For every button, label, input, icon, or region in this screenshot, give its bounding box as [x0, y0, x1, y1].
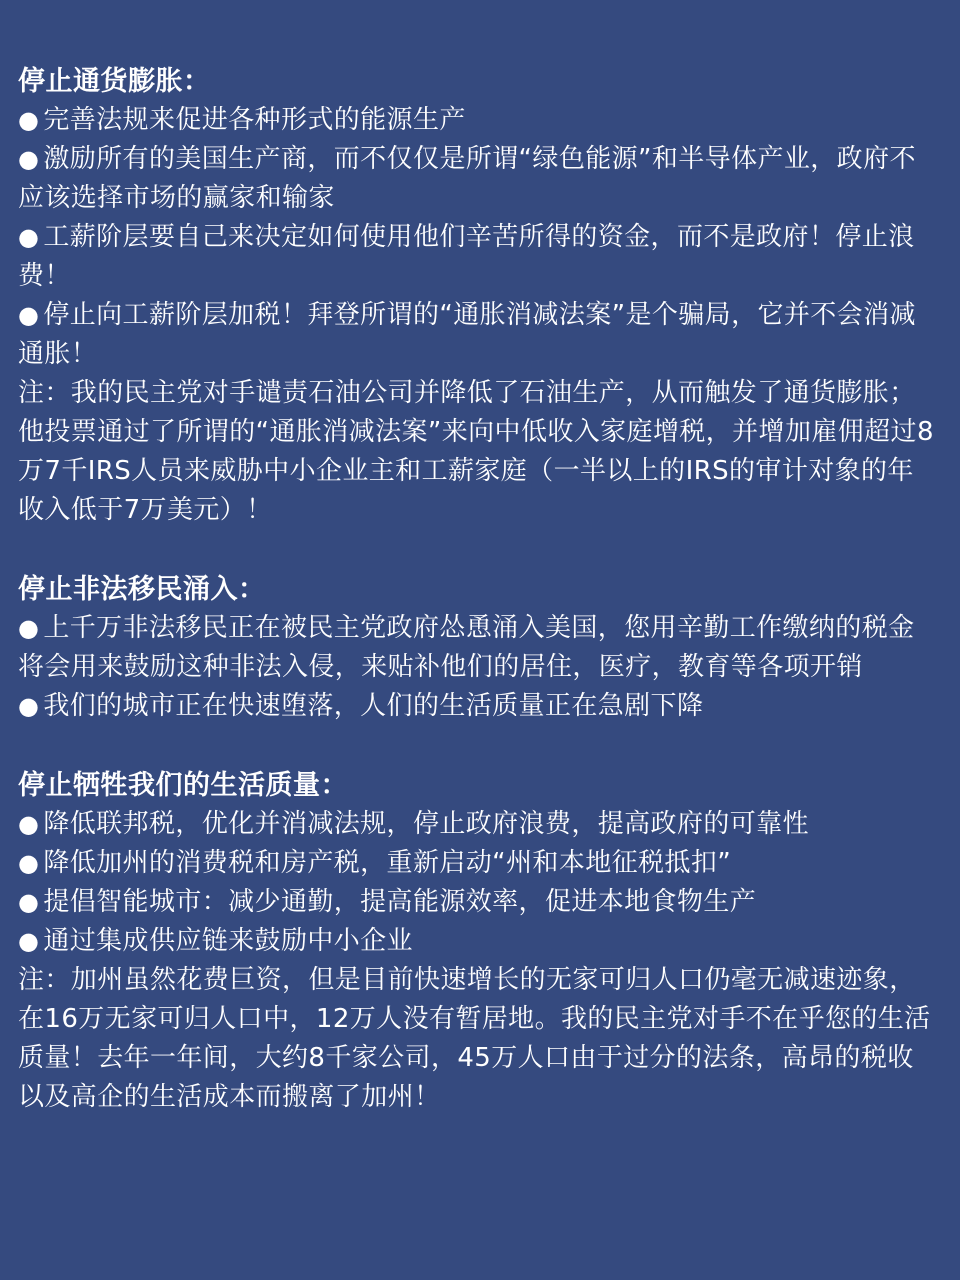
bullet-item [18, 922, 940, 961]
section-heading: 停止通货膨胀： [18, 66, 211, 97]
bullet-item [18, 218, 940, 296]
bullet-text: 上千万非法移民正在被民主党政府怂恿涌入美国，您用辛勤工作缴纳的税金将会用来鼓励这种非法入侵，来贴补他们的居住，医疗，教育等各项开销 [18, 613, 915, 682]
bullet-dot-icon: ● [18, 888, 40, 916]
bullet-item [18, 609, 940, 687]
section-quality-of-life [18, 766, 940, 1117]
bullet-text: 提倡智能城市：减少通勤，提高能源效率，促进本地食物生产 [43, 887, 757, 917]
bullet-dot-icon: ● [18, 223, 40, 251]
bullet-text: 降低加州的消费税和房产税，重新启动“州和本地征税抵扣” [43, 848, 732, 878]
bullet-dot-icon: ● [18, 927, 40, 955]
section-inflation [18, 62, 940, 530]
bullet-item [18, 296, 940, 374]
bullet-text: 工薪阶层要自己来决定如何使用他们辛苦所得的资金，而不是政府！停止浪费！ [18, 222, 915, 291]
bullet-dot-icon: ● [18, 301, 40, 329]
bullet-dot-icon: ● [18, 810, 40, 838]
bullet-item [18, 844, 940, 883]
bullet-text: 停止向工薪阶层加税！拜登所谓的“通胀消减法案”是个骗局，它并不会消减通胀！ [18, 300, 916, 369]
bullet-item [18, 101, 940, 140]
note-paragraph: 注：加州虽然花费巨资，但是目前快速增长的无家可归人口仍毫无减速迹象，在16万无家可归人口中，12万人没有暂居地。我的民主党对手不在乎您的生活质量！去年一年间，大约8千家公司，45万人口由于过分的法条，高昂的税收以及高企的生活成本而搬离了加州！ [18, 965, 931, 1112]
section-heading: 停止非法移民涌入： [18, 574, 266, 605]
bullet-item [18, 805, 940, 844]
note-paragraph: 注：我的民主党对手谴责石油公司并降低了石油生产，从而触发了通货膨胀；他投票通过了所谓的“通胀消减法案”来向中低收入家庭增税，并增加雇佣超过8万7千IRS人员来威胁中小企业主和工薪家庭（一半以上的IRS的审计对象的年收入低于7万美元）！ [18, 378, 934, 525]
section-immigration [18, 570, 940, 726]
bullet-dot-icon: ● [18, 145, 40, 173]
bullet-dot-icon: ● [18, 106, 40, 134]
section-heading: 停止牺牲我们的生活质量： [18, 770, 348, 801]
bullet-item [18, 687, 940, 726]
bullet-text: 降低联邦税，优化并消减法规，停止政府浪费，提高政府的可靠性 [43, 809, 809, 839]
bullet-text: 完善法规来促进各种形式的能源生产 [43, 105, 466, 135]
bullet-text: 我们的城市正在快速堕落，人们的生活质量正在急剧下降 [43, 691, 704, 721]
bullet-dot-icon: ● [18, 614, 40, 642]
bullet-dot-icon: ● [18, 692, 40, 720]
bullet-dot-icon: ● [18, 849, 40, 877]
bullet-item [18, 883, 940, 922]
bullet-text: 激励所有的美国生产商，而不仅仅是所谓“绿色能源”和半导体产业，政府不应该选择市场的赢家和输家 [18, 144, 916, 213]
bullet-item [18, 140, 940, 218]
bullet-text: 通过集成供应链来鼓励中小企业 [43, 926, 413, 956]
